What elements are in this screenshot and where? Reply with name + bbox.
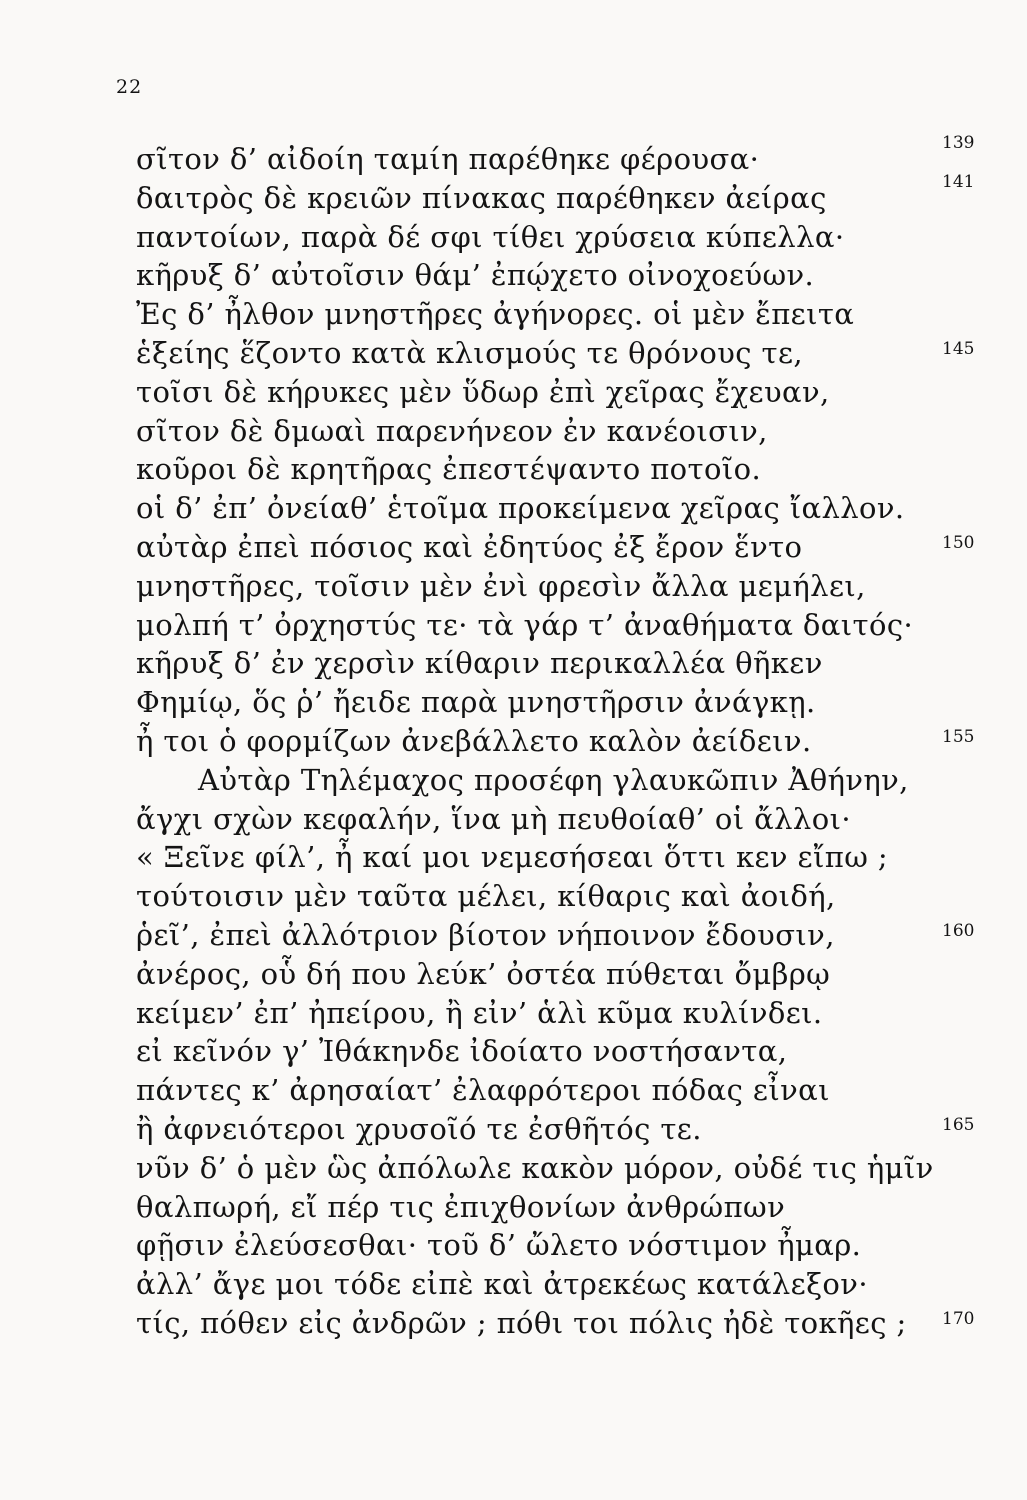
verse-line-text: αὐτὰρ ἐπεὶ πόσιος καὶ ἐδητύος ἐξ ἔρον ἕντο bbox=[136, 529, 803, 564]
line-number: 141 bbox=[942, 171, 975, 192]
verse-line-text: μολπή τ’ ὀρχηστύς τε· τὰ γάρ τ’ ἀναθήματα δαιτός· bbox=[136, 607, 914, 642]
verse-line-text: κῆρυξ δ’ ἐν χερσὶν κίθαριν περικαλλέα θῆκεν bbox=[136, 646, 823, 681]
verse-line bbox=[0, 133, 1027, 179]
line-number: 145 bbox=[942, 338, 975, 359]
verse-line-text: Φημίῳ, ὅς ῥ’ ἤειδε παρὰ μνηστῆρσιν ἀνάγκῃ. bbox=[136, 685, 816, 720]
verse-line bbox=[0, 171, 1027, 218]
verse-line bbox=[0, 1188, 1027, 1227]
line-number: 139 bbox=[942, 133, 975, 153]
verse-line bbox=[0, 994, 1027, 1033]
verse-line bbox=[0, 606, 1027, 645]
line-number: 165 bbox=[942, 1114, 975, 1135]
verse-line-text: νῦν δ’ ὁ μὲν ὣς ἀπόλωλε κακὸν μόρον, οὐδέ τις ἡμῖν bbox=[136, 1150, 934, 1185]
verse-line-text: μνηστῆρες, τοῖσιν μὲν ἐνὶ φρεσὶν ἄλλα μεμήλει, bbox=[136, 568, 866, 603]
verse-line bbox=[0, 1071, 1027, 1110]
verse-line bbox=[0, 1304, 1027, 1343]
verse-line bbox=[0, 373, 1027, 412]
verse-line bbox=[0, 916, 1027, 955]
verse-text-block bbox=[0, 133, 1027, 1343]
verse-line-text: ἦ τοι ὁ φορμίζων ἀνεβάλλετο καλὸν ἀείδειν. bbox=[136, 723, 812, 758]
verse-line-text: φῇσιν ἐλεύσεσθαι· τοῦ δ’ ὤλετο νόστιμον ἦμαρ. bbox=[136, 1228, 862, 1263]
verse-line-text: κῆρυξ δ’ αὐτοῖσιν θάμ’ ἐπῴχετο οἰνοχοεύων. bbox=[136, 258, 815, 293]
verse-line-text: ἀλλ’ ἄγε μοι τόδε εἰπὲ καὶ ἀτρεκέως κατάλεξον· bbox=[136, 1267, 868, 1302]
verse-line-text: Αὐτὰρ Τηλέμαχος προσέφη γλαυκῶπιν Ἀθήνην, bbox=[198, 762, 909, 797]
line-number: 170 bbox=[942, 1308, 975, 1329]
verse-line bbox=[0, 450, 1027, 489]
verse-line bbox=[0, 1032, 1027, 1071]
verse-line bbox=[0, 722, 1027, 761]
verse-line-text: τοῖσι δὲ κήρυκες μὲν ὕδωρ ἐπὶ χεῖρας ἔχευαν, bbox=[136, 374, 830, 409]
verse-line bbox=[0, 334, 1027, 373]
verse-line bbox=[0, 877, 1027, 916]
verse-line-text: Ἐς δ’ ἦλθον μνηστῆρες ἀγήνορες. οἱ μὲν ἔπειτα bbox=[136, 297, 855, 332]
verse-line-text: « Ξεῖνε φίλ’, ἦ καί μοι νεμεσήσεαι ὅττι κεν εἴπω ; bbox=[136, 840, 889, 875]
verse-line-text: σῖτον δ’ αἰδοίη ταμίη παρέθηκε φέρουσα· bbox=[136, 142, 760, 176]
line-number: 155 bbox=[942, 726, 975, 747]
verse-line bbox=[0, 838, 1027, 877]
verse-line bbox=[0, 955, 1027, 994]
page-number: 22 bbox=[116, 76, 143, 98]
verse-line bbox=[0, 489, 1027, 528]
verse-line-text: παντοίων, παρὰ δέ σφι τίθει χρύσεια κύπελλα· bbox=[136, 219, 845, 254]
verse-line bbox=[0, 683, 1027, 722]
verse-line-text: ἀνέρος, οὗ δή που λεύκ’ ὀστέα πύθεται ὄμβρῳ bbox=[136, 956, 831, 991]
verse-line-text: δαιτρὸς δὲ κρειῶν πίνακας παρέθηκεν ἀείρας bbox=[136, 180, 827, 215]
verse-line bbox=[0, 1265, 1027, 1304]
verse-line-text: κοῦροι δὲ κρητῆρας ἐπεστέψαντο ποτοῖο. bbox=[136, 452, 762, 487]
verse-line bbox=[0, 295, 1027, 334]
verse-line-text: τούτοισιν μὲν ταῦτα μέλει, κίθαρις καὶ ἀοιδή, bbox=[136, 879, 836, 914]
verse-line-text: κείμεν’ ἐπ’ ἠπείρου, ἢ εἰν’ ἁλὶ κῦμα κυλίνδει. bbox=[136, 995, 823, 1030]
verse-line bbox=[0, 256, 1027, 295]
line-number: 160 bbox=[942, 920, 975, 941]
verse-line bbox=[0, 528, 1027, 567]
line-number: 150 bbox=[942, 532, 975, 553]
verse-line-text: ἑξείης ἕζοντο κατὰ κλισμούς τε θρόνους τε, bbox=[136, 335, 803, 370]
verse-line-text: ῥεῖ’, ἐπεὶ ἀλλότριον βίοτον νήποινον ἔδουσιν, bbox=[136, 917, 835, 952]
verse-line-text: ἢ ἀφνειότεροι χρυσοῖό τε ἐσθῆτός τε. bbox=[136, 1111, 702, 1146]
verse-line bbox=[0, 800, 1027, 839]
verse-line bbox=[0, 412, 1027, 451]
verse-line-text: εἰ κεῖνόν γ’ Ἰθάκηνδε ἰδοίατο νοστήσαντα, bbox=[136, 1034, 788, 1069]
verse-line bbox=[0, 644, 1027, 683]
verse-line bbox=[0, 1226, 1027, 1265]
verse-line-text: ἄγχι σχὼν κεφαλήν, ἵνα μὴ πευθοίαθ’ οἱ ἄλλοι· bbox=[136, 801, 851, 836]
verse-line-text: πάντες κ’ ἀρησαίατ’ ἐλαφρότεροι πόδας εἶναι bbox=[136, 1073, 830, 1108]
verse-line bbox=[0, 1110, 1027, 1149]
verse-line bbox=[0, 1149, 1027, 1188]
verse-line-text: τίς, πόθεν εἰς ἀνδρῶν ; πόθι τοι πόλις ἠδὲ τοκῆες ; bbox=[136, 1305, 907, 1340]
verse-line bbox=[0, 761, 1027, 800]
verse-line-text: οἱ δ’ ἐπ’ ὀνείαθ’ ἑτοῖμα προκείμενα χεῖρας ἴαλλον. bbox=[136, 491, 905, 526]
verse-line-text: θαλπωρή, εἴ πέρ τις ἐπιχθονίων ἀνθρώπων bbox=[136, 1189, 786, 1224]
verse-line-text: σῖτον δὲ δμωαὶ παρενήνεον ἐν κανέοισιν, bbox=[136, 413, 768, 448]
verse-line bbox=[0, 567, 1027, 606]
verse-line bbox=[0, 218, 1027, 257]
